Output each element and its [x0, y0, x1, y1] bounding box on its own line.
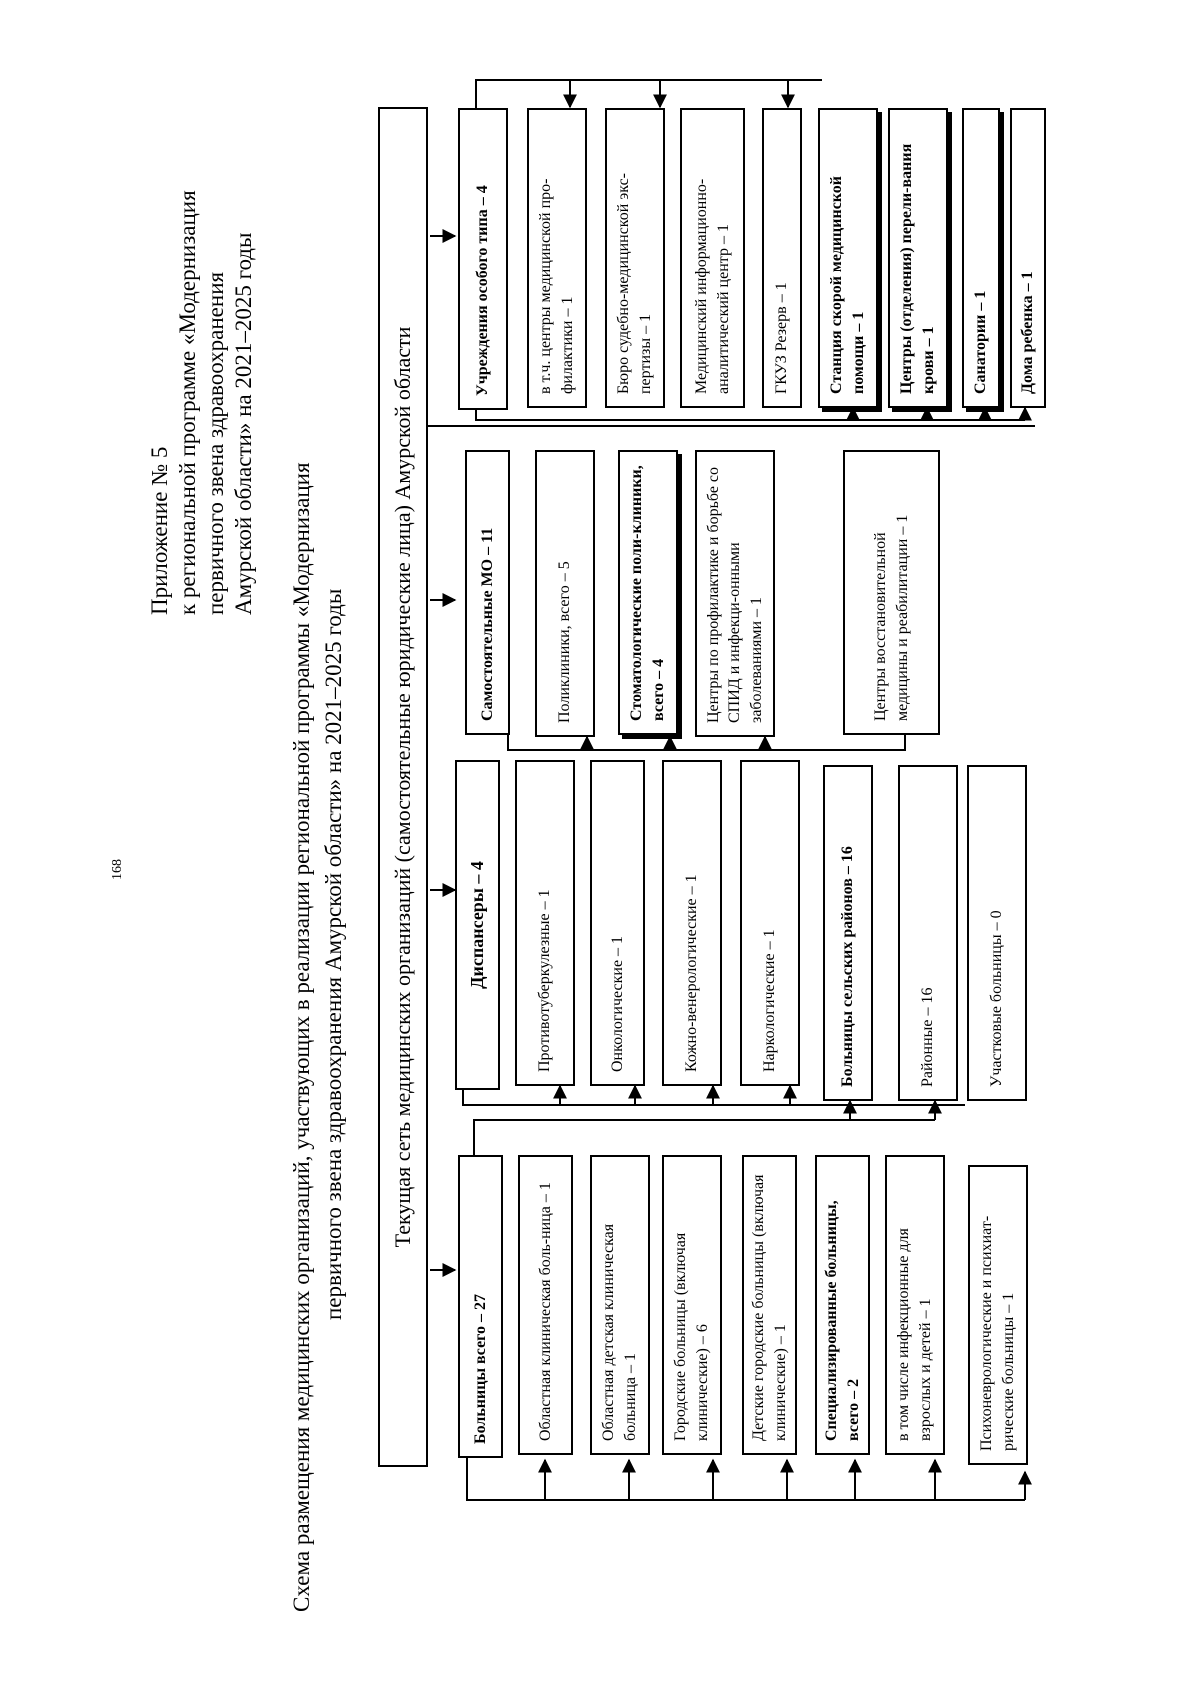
independent-mo-header-label: Самостоятельные МО – 11	[478, 527, 496, 721]
hospitals-header-label: Больницы всего – 27	[471, 1293, 489, 1444]
appendix-line-1: Приложение № 5	[147, 446, 172, 615]
page-number: 168	[110, 859, 125, 880]
list-item: в том числе инфекционные для взрослых и детей – 1	[885, 1155, 945, 1455]
list-item: Центры (отделения) перели-вания крови – 1	[888, 108, 948, 408]
subtitle-line-1: Схема размещения медицинских организаций, участвующих в реализации региональной программы «Модернизация	[289, 462, 314, 1612]
list-item: Районные – 16	[898, 765, 958, 1101]
list-item: Стоматологические поли-клиники, всего – 4	[618, 450, 678, 735]
list-item: Станция скорой медицинской помощи – 1	[818, 108, 878, 408]
rural-hospitals-header	[823, 765, 873, 1101]
list-item: Кожно-венерологические – 1	[662, 760, 722, 1086]
list-item: Поликлиники, всего – 5	[535, 450, 595, 737]
list-item: Областная клиническая боль-ница – 1	[518, 1155, 573, 1455]
list-item: в т.ч. центры медицинской про-филактики – 1	[527, 108, 587, 408]
dispensaries-header-label: Диспансеры – 4	[467, 861, 488, 989]
special-institutions-header-label: Учреждения особого типа – 4	[474, 185, 492, 396]
appendix-line-4: Амурской области» на 2021–2025 годы	[231, 232, 256, 615]
list-item: Бюро судебно-медицинской экс-пертизы – 1	[605, 108, 665, 408]
root-box	[378, 107, 428, 1467]
list-item: Психоневрологические и психиат-рические больницы – 1	[968, 1165, 1028, 1465]
appendix-line-3: первичного звена здравоохранения	[203, 271, 228, 615]
list-item: Дома ребенка – 1	[1010, 108, 1046, 408]
list-item: Центры по профилактике и борьбе со СПИД и инфекци-онными заболеваниями – 1	[695, 450, 775, 737]
list-item: ГКУЗ Резерв – 1	[762, 108, 802, 408]
subtitle-line-2: первичного звена здравоохранения Амурской области» на 2021–2025 годы	[321, 588, 346, 1320]
list-item: Медицинский информационно-аналитический центр – 1	[680, 108, 745, 408]
root-label: Текущая сеть медицинских организаций (самостоятельные юридические лица) Амурской области	[390, 326, 416, 1248]
list-item: Центры восстановительной медицины и реабилитации – 1	[843, 450, 940, 735]
list-item: Детские городские больницы (включая клинические) – 1	[742, 1155, 797, 1455]
special-institutions-header	[458, 108, 508, 410]
rural-hospitals-header-label: Больницы сельских районов – 16	[839, 846, 857, 1087]
list-item: Городские больницы (включая клинические) – 6	[662, 1155, 722, 1455]
dispensaries-header	[455, 760, 500, 1090]
list-item: Участковые больницы – 0	[967, 765, 1027, 1101]
list-item: Областная детская клиническая больница – 1	[590, 1155, 650, 1455]
list-item: Наркологические – 1	[740, 760, 800, 1086]
list-item: Санатории – 1	[962, 108, 1000, 408]
independent-mo-header	[465, 450, 510, 735]
hospitals-header	[458, 1155, 503, 1458]
appendix-line-2: к региональной программе «Модернизация	[175, 190, 200, 615]
list-item: Специализированные больницы, всего – 2	[815, 1155, 870, 1455]
list-item: Онкологические – 1	[590, 760, 645, 1086]
list-item: Противотуберкулезные – 1	[515, 760, 575, 1086]
